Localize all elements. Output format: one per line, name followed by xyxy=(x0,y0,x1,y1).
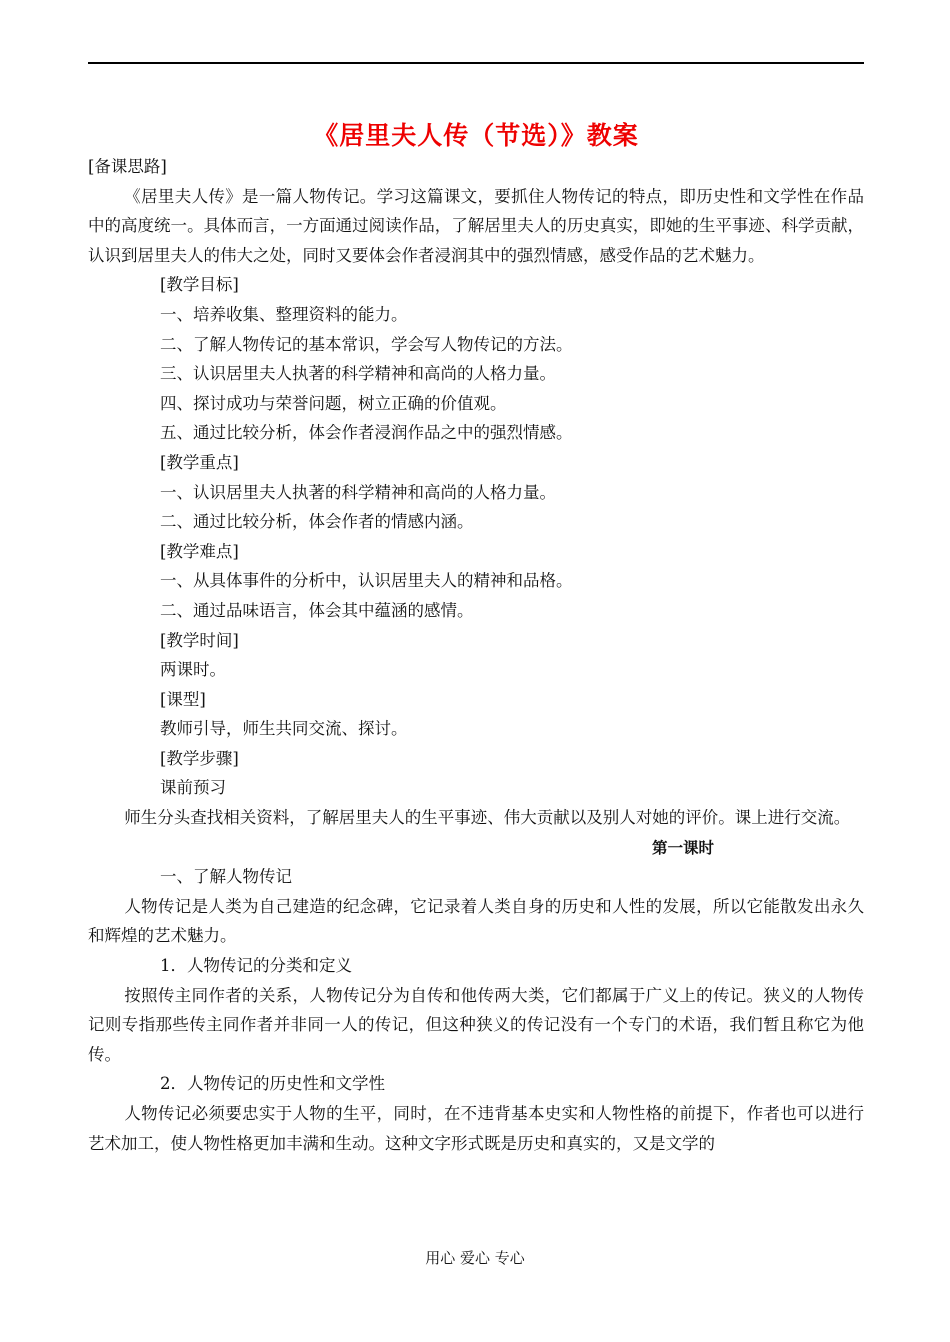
paragraph: [教学重点] xyxy=(160,452,239,472)
page-footer: 用心 爱心 专心 xyxy=(425,1249,525,1267)
paragraph: 一、从具体事件的分析中，认识居里夫人的精神和品格。 xyxy=(160,571,573,591)
paragraph: 四、探讨成功与荣誉问题，树立正确的价值观。 xyxy=(160,393,507,413)
paragraph: [教学步骤] xyxy=(160,748,239,768)
paragraph: [课型] xyxy=(160,689,206,709)
paragraph: [备课思路] xyxy=(88,157,167,176)
paragraph: [教学难点] xyxy=(160,541,239,561)
document-body xyxy=(88,152,864,1158)
paragraph: 一、培养收集、整理资料的能力。 xyxy=(160,304,408,324)
paragraph: 五、通过比较分析，体会作者浸润作品之中的强烈情感。 xyxy=(160,423,573,443)
paragraph: 一、了解人物传记 xyxy=(160,867,292,887)
paragraph: 1．人物传记的分类和定义 xyxy=(160,956,352,976)
paragraph: 师生分头查找相关资料，了解居里夫人的生平事迹、伟大贡献以及别人对她的评价。课上进行交流。 xyxy=(124,808,851,828)
paragraph: 2．人物传记的历史性和文学性 xyxy=(160,1074,385,1094)
paragraph: 一、认识居里夫人执著的科学精神和高尚的人格力量。 xyxy=(160,482,556,502)
paragraph: 人物传记是人类为自己建造的纪念碑，它记录着人类自身的历史和人性的发展，所以它能散发出永久和辉煌的艺术魅力。 xyxy=(88,896,864,946)
paragraph: 教师引导，师生共同交流、探讨。 xyxy=(160,719,408,739)
paragraph: [教学时间] xyxy=(160,630,239,650)
paragraph: 按照传主同作者的关系，人物传记分为自传和他传两大类，它们都属于广义上的传记。狭义的人物传记则专指那些传主同作者并非同一人的传记，但这种狭义的传记没有一个专门的术语，我们暂且称它为他传。 xyxy=(88,985,864,1064)
paragraph: [教学目标] xyxy=(160,275,239,295)
lesson-heading: 第一课时 xyxy=(651,837,714,857)
paragraph: 二、了解人物传记的基本常识，学会写人物传记的方法。 xyxy=(160,334,573,354)
paragraph: 人物传记必须要忠实于人物的生平，同时，在不违背基本史实和人物性格的前提下，作者也可以进行艺术加工，使人物性格更加丰满和生动。这种文字形式既是历史和真实的，又是文学的 xyxy=(88,1104,864,1153)
paragraph: 课前预习 xyxy=(160,778,226,798)
paragraph: 二、通过比较分析，体会作者的情感内涵。 xyxy=(160,512,474,532)
header-rule xyxy=(88,62,864,64)
paragraph: 两课时。 xyxy=(160,660,226,680)
document-title: 《居里夫人传（节选）》教案 xyxy=(313,121,639,150)
paragraph: 《居里夫人传》是一篇人物传记。学习这篇课文，要抓住人物传记的特点，即历史性和文学性在作品中的高度统一。具体而言，一方面通过阅读作品，了解居里夫人的历史真实，即她的生平事迹、科学贡献，认识到居里夫人的伟大之处，同时又要体会作者浸润其中的强烈情感，感受作品的艺术魅力。 xyxy=(88,186,864,265)
paragraph: 二、通过品味语言，体会其中蕴涵的感情。 xyxy=(160,600,474,620)
paragraph: 三、认识居里夫人执著的科学精神和高尚的人格力量。 xyxy=(160,364,556,384)
